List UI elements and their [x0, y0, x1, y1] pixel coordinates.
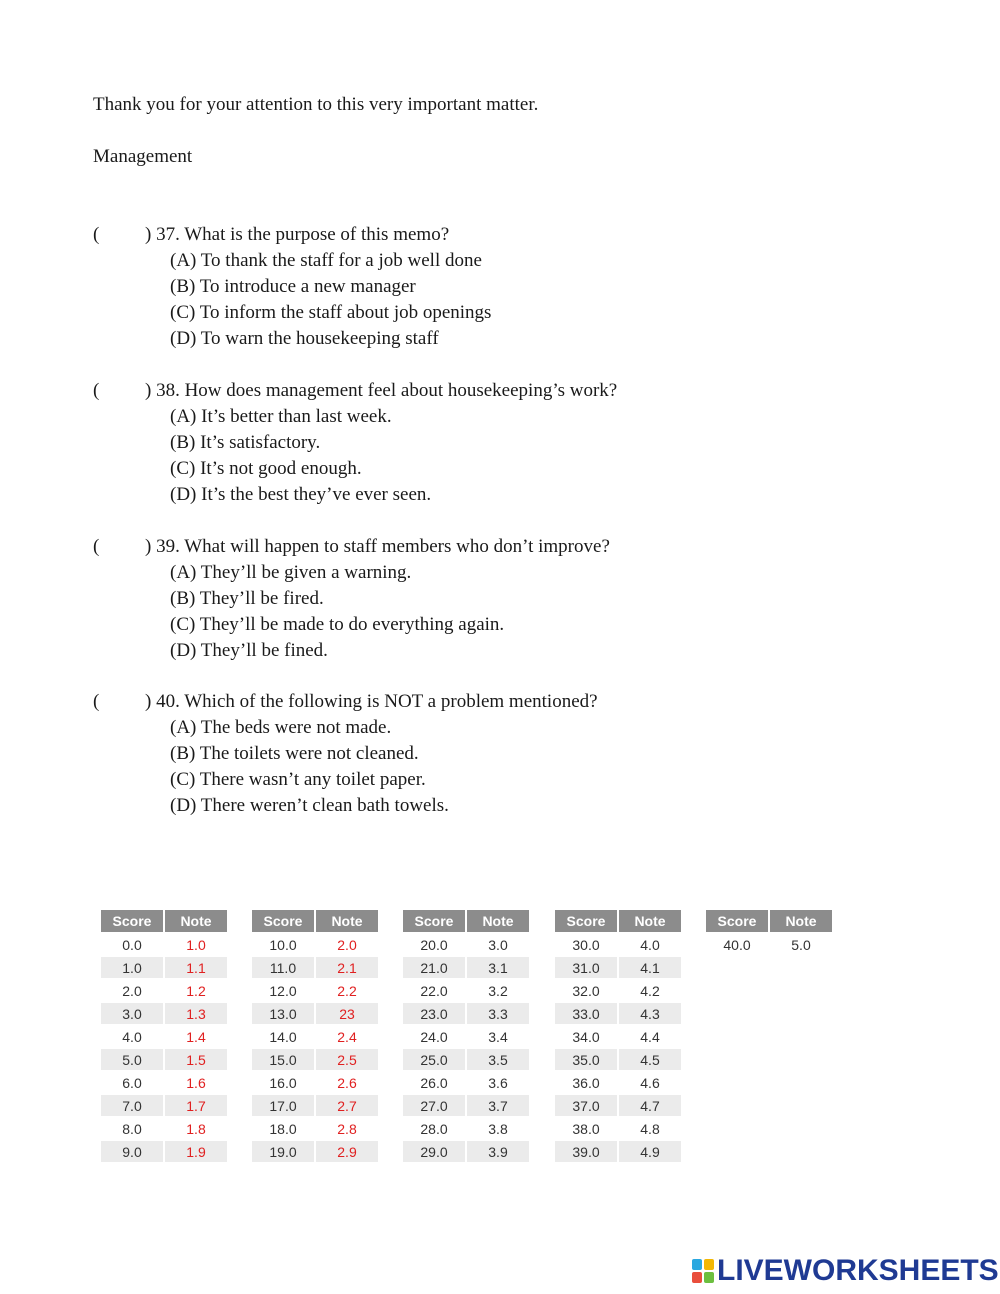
question-stem: ) 37. What is the purpose of this memo?	[145, 224, 450, 245]
note-cell: 2.6	[337, 1074, 357, 1091]
score-table-3	[553, 908, 683, 1164]
note-cell: 4.9	[619, 1141, 681, 1162]
option-c: (C) To inform the staff about job openings	[170, 302, 492, 323]
score-cell: 16.0	[269, 1074, 297, 1091]
score-table-1	[250, 908, 380, 1164]
table-row	[403, 1095, 529, 1116]
note-cell: 23	[316, 1003, 378, 1024]
logo-square-icon	[692, 1259, 702, 1270]
score-cell: 31.0	[555, 957, 617, 978]
note-cell: 1.0	[186, 936, 206, 953]
option-b: (B) It’s satisfactory.	[170, 432, 321, 453]
note-cell: 1.4	[186, 1028, 206, 1045]
note-cell: 3.3	[467, 1003, 529, 1024]
note-header: Note	[770, 910, 832, 932]
score-cell: 34.0	[572, 1028, 600, 1045]
table-row	[403, 934, 529, 955]
note-cell: 1.7	[165, 1095, 227, 1116]
table-row	[555, 1003, 681, 1024]
table-row	[252, 1095, 378, 1116]
note-cell: 4.7	[619, 1095, 681, 1116]
table-row	[252, 1141, 378, 1162]
table-row	[101, 1141, 227, 1162]
score-cell: 14.0	[269, 1028, 297, 1045]
table-row	[706, 934, 832, 955]
note-cell: 3.4	[488, 1028, 508, 1045]
table-row	[555, 1026, 681, 1047]
score-cell: 8.0	[122, 1120, 142, 1137]
table-row	[101, 1072, 227, 1093]
note-cell: 1.6	[186, 1074, 206, 1091]
table-row	[101, 957, 227, 978]
option-b: (B) The toilets were not cleaned.	[170, 743, 419, 764]
table-row	[555, 957, 681, 978]
table-row	[403, 1026, 529, 1047]
table-row	[252, 1003, 378, 1024]
option-b: (B) They’ll be fired.	[170, 588, 324, 609]
score-cell: 9.0	[101, 1141, 163, 1162]
score-cell: 25.0	[403, 1049, 465, 1070]
score-cell: 32.0	[572, 982, 600, 999]
table-row	[101, 1003, 227, 1024]
score-cell: 17.0	[252, 1095, 314, 1116]
note-cell: 5.0	[791, 936, 811, 953]
option-a: (A) They’ll be given a warning.	[170, 562, 412, 583]
note-header: Note	[316, 910, 378, 932]
option-a: (A) It’s better than last week.	[170, 406, 392, 427]
note-cell: 4.3	[619, 1003, 681, 1024]
table-row	[252, 1026, 378, 1047]
note-cell: 4.0	[640, 936, 660, 953]
score-cell: 39.0	[555, 1141, 617, 1162]
table-row	[252, 1049, 378, 1070]
note-cell: 2.7	[316, 1095, 378, 1116]
table-row	[555, 1072, 681, 1093]
score-header: Score	[101, 910, 163, 932]
note-cell: 3.8	[488, 1120, 508, 1137]
note-cell: 3.9	[467, 1141, 529, 1162]
table-row	[555, 934, 681, 955]
question-39	[93, 534, 893, 664]
score-cell: 20.0	[420, 936, 448, 953]
score-cell: 4.0	[122, 1028, 142, 1045]
question-37	[93, 222, 893, 352]
answer-blank-open[interactable]: (	[93, 691, 100, 712]
score-cell: 38.0	[572, 1120, 600, 1137]
note-cell: 1.9	[165, 1141, 227, 1162]
liveworksheets-logo-icon	[692, 1259, 714, 1283]
table-row	[101, 1118, 227, 1139]
option-a: (A) The beds were not made.	[170, 717, 392, 738]
note-cell: 4.8	[640, 1120, 660, 1137]
note-cell: 1.5	[165, 1049, 227, 1070]
score-cell: 28.0	[420, 1120, 448, 1137]
table-row	[101, 1095, 227, 1116]
score-table-2	[401, 908, 531, 1164]
note-cell: 3.1	[467, 957, 529, 978]
score-cell: 36.0	[572, 1074, 600, 1091]
option-d: (D) They’ll be fined.	[170, 640, 328, 661]
table-row	[403, 957, 529, 978]
score-cell: 30.0	[572, 936, 600, 953]
score-cell: 24.0	[420, 1028, 448, 1045]
note-cell: 3.6	[488, 1074, 508, 1091]
score-cell: 7.0	[101, 1095, 163, 1116]
table-row	[252, 1072, 378, 1093]
table-row	[555, 1118, 681, 1139]
option-d: (D) To warn the housekeeping staff	[170, 328, 439, 349]
note-cell: 1.8	[186, 1120, 206, 1137]
table-row	[252, 980, 378, 1001]
score-cell: 6.0	[122, 1074, 142, 1091]
score-cell: 21.0	[403, 957, 465, 978]
note-cell: 2.4	[337, 1028, 357, 1045]
table-row	[252, 957, 378, 978]
table-row	[101, 1049, 227, 1070]
note-cell: 4.4	[640, 1028, 660, 1045]
question-stem: ) 40. Which of the following is NOT a problem mentioned?	[145, 691, 598, 712]
score-cell: 33.0	[555, 1003, 617, 1024]
note-cell: 4.2	[640, 982, 660, 999]
logo-square-icon	[704, 1272, 714, 1283]
score-cell: 11.0	[252, 957, 314, 978]
table-row	[101, 934, 227, 955]
note-cell: 4.5	[619, 1049, 681, 1070]
option-c: (C) There wasn’t any toilet paper.	[170, 769, 426, 790]
question-38	[93, 378, 893, 508]
option-a: (A) To thank the staff for a job well done	[170, 250, 482, 271]
note-cell: 2.9	[316, 1141, 378, 1162]
note-header: Note	[467, 910, 529, 932]
table-row	[555, 980, 681, 1001]
score-cell: 13.0	[252, 1003, 314, 1024]
note-cell: 4.1	[619, 957, 681, 978]
score-cell: 2.0	[122, 982, 142, 999]
score-cell: 5.0	[101, 1049, 163, 1070]
logo-text: LIVEWORKSHEETS	[717, 1254, 999, 1287]
score-header: Score	[555, 910, 617, 932]
score-cell: 19.0	[252, 1141, 314, 1162]
note-cell: 3.5	[467, 1049, 529, 1070]
score-cell: 22.0	[420, 982, 448, 999]
score-cell: 29.0	[403, 1141, 465, 1162]
note-cell: 1.3	[165, 1003, 227, 1024]
score-cell: 37.0	[555, 1095, 617, 1116]
table-row	[101, 1026, 227, 1047]
note-cell: 2.1	[316, 957, 378, 978]
score-table-4	[704, 908, 834, 957]
score-cell: 12.0	[269, 982, 297, 999]
score-cell: 10.0	[269, 936, 297, 953]
score-cell: 0.0	[122, 936, 142, 953]
option-b: (B) To introduce a new manager	[170, 276, 416, 297]
note-cell: 3.7	[467, 1095, 529, 1116]
closing-line: Thank you for your attention to this very important matter.	[93, 94, 539, 115]
option-d: (D) There weren’t clean bath towels.	[170, 795, 449, 816]
question-stem: ) 39. What will happen to staff members who don’t improve?	[145, 536, 610, 557]
table-row	[555, 1095, 681, 1116]
logo-square-icon	[704, 1259, 714, 1270]
option-c: (C) They’ll be made to do everything again.	[170, 614, 505, 635]
table-row	[403, 1003, 529, 1024]
score-header: Score	[706, 910, 768, 932]
note-header: Note	[165, 910, 227, 932]
score-cell: 26.0	[420, 1074, 448, 1091]
answer-blank-open[interactable]: (	[93, 380, 100, 401]
note-cell: 1.2	[186, 982, 206, 999]
liveworksheets-logo	[692, 1254, 999, 1288]
logo-square-icon	[692, 1272, 702, 1283]
table-row	[555, 1049, 681, 1070]
score-cell: 3.0	[101, 1003, 163, 1024]
answer-blank-open[interactable]: (	[93, 536, 100, 557]
option-c: (C) It’s not good enough.	[170, 458, 362, 479]
table-row	[403, 1141, 529, 1162]
table-row	[403, 1118, 529, 1139]
score-cell: 15.0	[252, 1049, 314, 1070]
table-row	[252, 934, 378, 955]
note-cell: 4.6	[640, 1074, 660, 1091]
signature: Management	[93, 146, 193, 167]
table-row	[403, 1072, 529, 1093]
score-cell: 40.0	[723, 936, 751, 953]
score-header: Score	[403, 910, 465, 932]
table-row	[555, 1141, 681, 1162]
table-row	[403, 980, 529, 1001]
question-stem: ) 38. How does management feel about housekeeping’s work?	[145, 380, 618, 401]
score-cell: 35.0	[555, 1049, 617, 1070]
note-cell: 1.1	[165, 957, 227, 978]
note-header: Note	[619, 910, 681, 932]
table-row	[101, 980, 227, 1001]
note-cell: 2.0	[337, 936, 357, 953]
table-row	[403, 1049, 529, 1070]
table-row	[252, 1118, 378, 1139]
note-cell: 2.2	[337, 982, 357, 999]
note-cell: 3.2	[488, 982, 508, 999]
option-d: (D) It’s the best they’ve ever seen.	[170, 484, 432, 505]
score-cell: 18.0	[269, 1120, 297, 1137]
question-40	[93, 689, 893, 819]
note-cell: 3.0	[488, 936, 508, 953]
note-cell: 2.8	[337, 1120, 357, 1137]
score-table-0	[99, 908, 229, 1164]
score-header: Score	[252, 910, 314, 932]
answer-blank-open[interactable]: (	[93, 224, 100, 245]
score-cell: 1.0	[101, 957, 163, 978]
note-cell: 2.5	[316, 1049, 378, 1070]
score-cell: 27.0	[403, 1095, 465, 1116]
score-cell: 23.0	[403, 1003, 465, 1024]
